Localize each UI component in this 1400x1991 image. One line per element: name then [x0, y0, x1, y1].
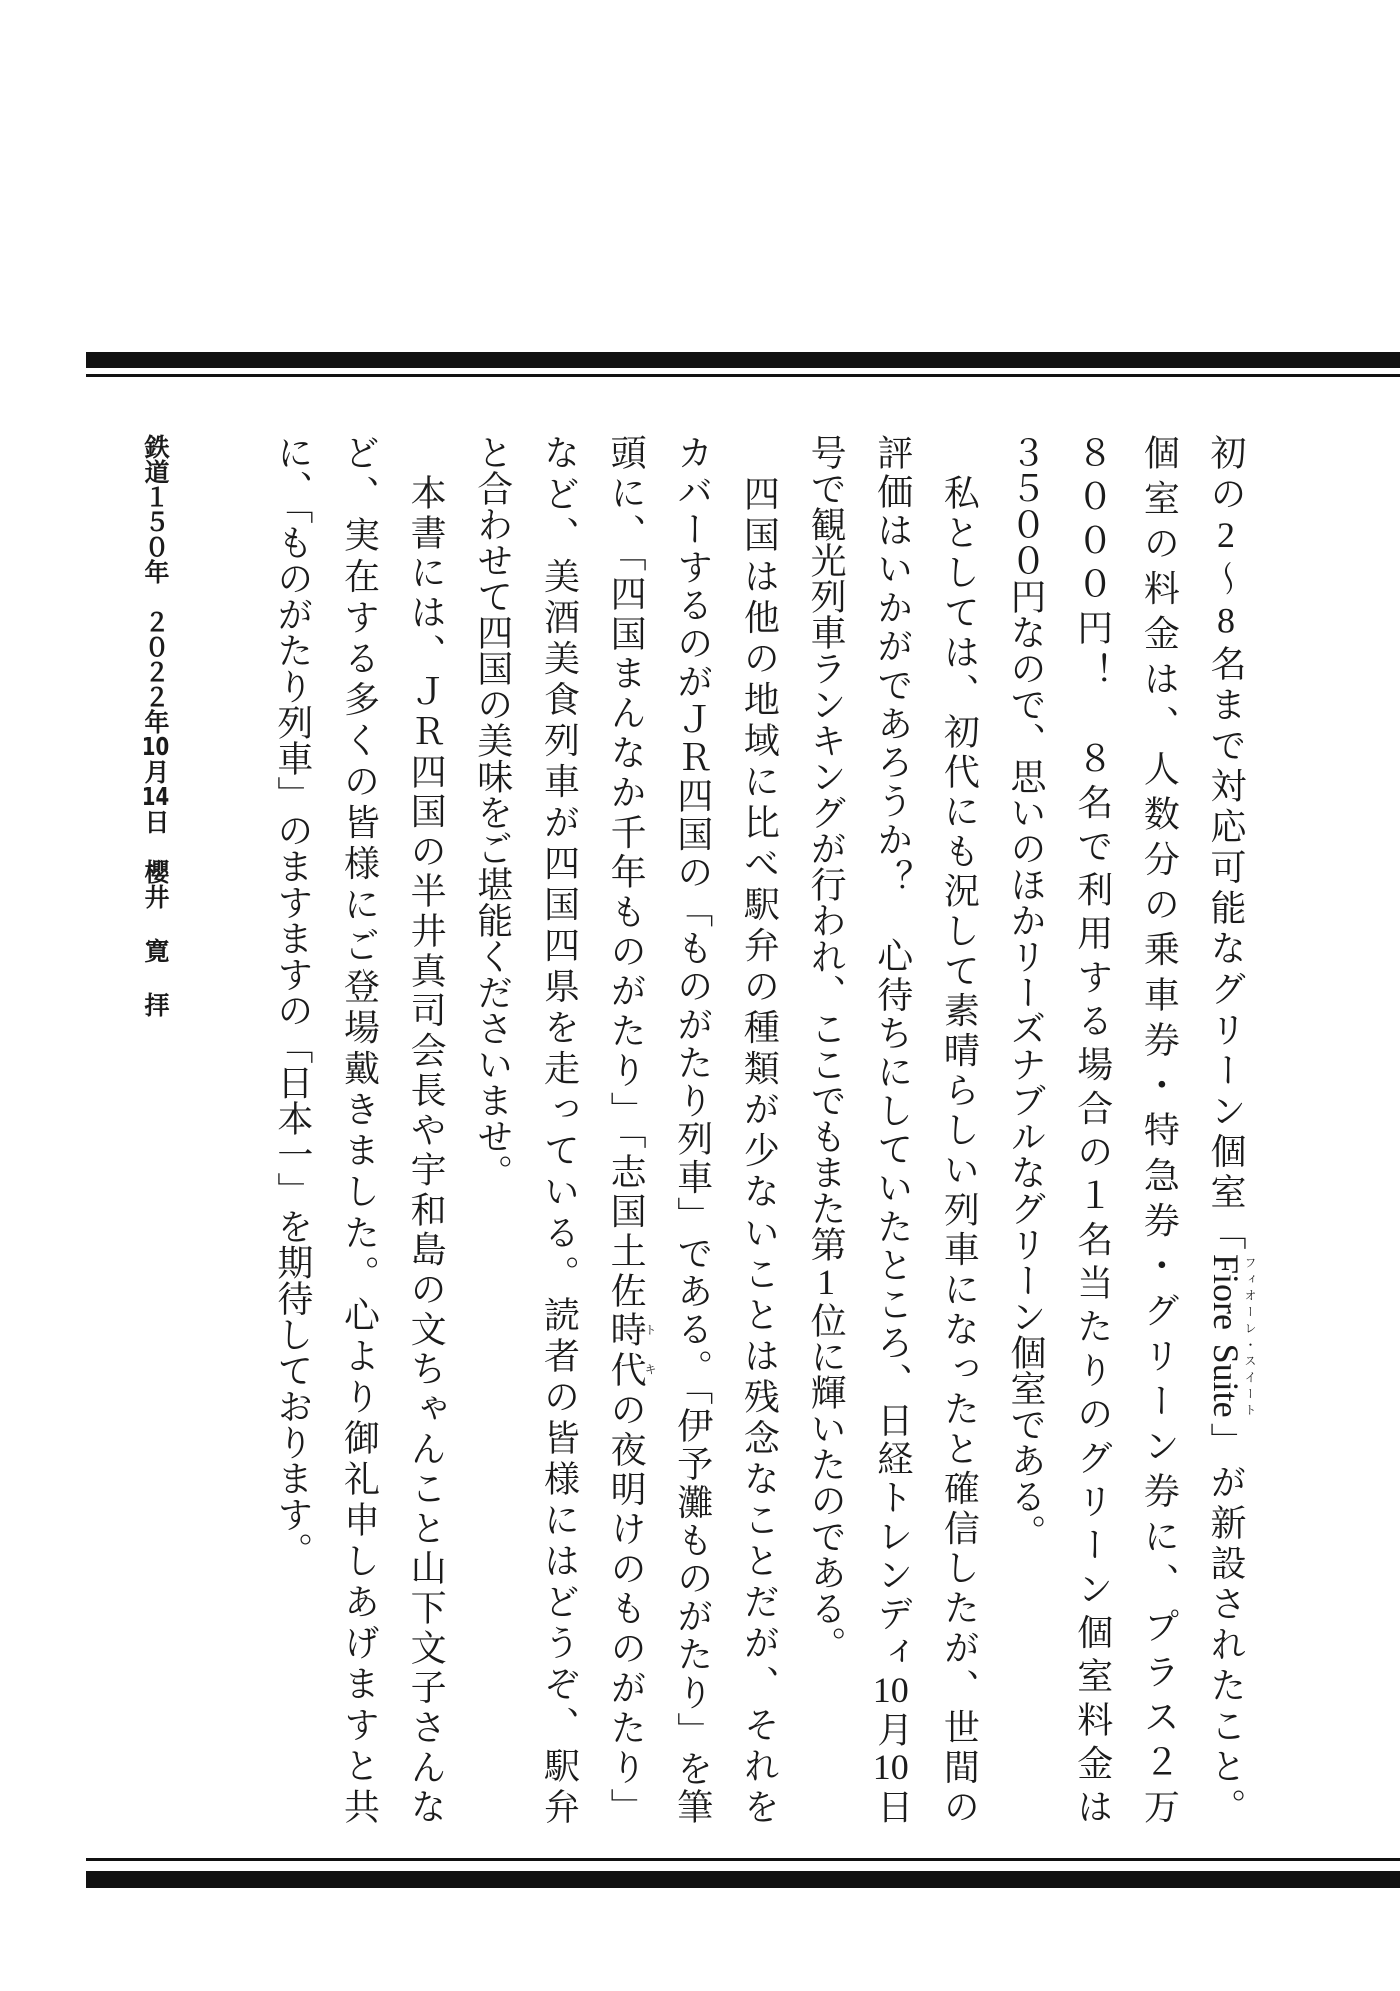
text-column — [259, 434, 326, 1824]
column-text: ３５００円なので、思いのほかリーズナブルなグリーン個室である。 — [1006, 434, 1047, 1550]
text-column — [659, 434, 726, 1824]
ruby-annotation — [606, 1311, 658, 1391]
column-text: の夜明けのものがたり」 — [606, 1390, 647, 1825]
text-column — [526, 434, 593, 1824]
column-text: と合わせて四国の美味をご堪能くださいませ。 — [472, 434, 513, 1190]
column-text: 月 — [872, 1710, 913, 1750]
ruby-text: フィオーレ・スイート — [1243, 1254, 1257, 1418]
top-rule-thin — [86, 374, 1400, 377]
text-column — [1192, 434, 1259, 1824]
column-text: 本書には、ＪＲ四国の半井真司会長や宇和島の文ちゃんこと山下文子さんな — [406, 434, 447, 1824]
column-text: 私としては、初代にも況して素晴らしい列車になったと確信したが、世間の — [939, 434, 980, 1825]
signature-text: 月 — [141, 759, 170, 784]
text-column — [726, 434, 793, 1824]
ruby-base: 時代 — [606, 1311, 647, 1391]
ruby-annotation — [1206, 1254, 1257, 1418]
text-column — [992, 434, 1059, 1824]
column-text: に、「ものがたり列車」のますますの「日本一」を期待しております。 — [272, 434, 313, 1568]
column-text: カバーするのがＪＲ四国の「ものがたり列車」である。「伊予灘ものがたり」を筆 — [672, 434, 713, 1824]
ruby-text: トキ — [643, 1311, 658, 1388]
bottom-rule-thin — [86, 1858, 1400, 1861]
column-text: など、美酒美食列車が四国四県を走っている。読者の皆様にはどうぞ、駅弁 — [539, 434, 580, 1824]
column-text: 四国は他の地域に比べ駅弁の種類が少ないことは残念なことだが、それを — [739, 434, 780, 1824]
tate-chu-yoko-number: 10 — [872, 1671, 909, 1708]
text-column — [392, 434, 459, 1824]
signature-text: 鉄道１５０年 ２０２２年 — [141, 434, 170, 734]
column-text: 評価はいかがであろうか？ 心待ちにしていたところ、日経トレンディ — [872, 434, 913, 1672]
column-text: 頭に、「四国まんなか千年ものがたり」「志国土佐 — [606, 434, 647, 1312]
text-column — [592, 434, 659, 1824]
column-text: 日 — [872, 1787, 913, 1824]
column-text: ど、実在する多くの皆様にご登場戴きました。心より御礼申しあげますと共 — [339, 434, 380, 1824]
text-column — [459, 434, 526, 1824]
text-column — [1059, 434, 1126, 1824]
text-column — [859, 434, 926, 1824]
tate-chu-yoko-number: 10 — [141, 734, 170, 759]
text-column — [326, 434, 393, 1824]
column-text: 個室の料金は、人数分の乗車券・特急券・グリーン券に、プラス２万 — [1139, 434, 1180, 1824]
afterword-body — [259, 434, 1259, 1824]
text-column — [792, 434, 859, 1824]
tate-chu-yoko-number: 14 — [141, 784, 170, 809]
signature-text: 日 櫻井 寛 拝 — [141, 809, 170, 1017]
column-text: 」が新設されたこと。 — [1206, 1417, 1246, 1825]
signature-line — [141, 434, 169, 1154]
column-text: 初の2〜8名まで対応可能なグリーン個室「 — [1206, 434, 1246, 1255]
text-column — [1126, 434, 1193, 1824]
column-text: ８０００円！ ８名で利用する場合の１名当たりのグリーン個室料金は — [1072, 434, 1113, 1825]
text-column — [926, 434, 993, 1824]
tate-chu-yoko-number: 10 — [872, 1749, 909, 1786]
column-text: 号で観光列車ランキングが行われ、ここでもまた第1位に輝いたのである。 — [806, 434, 847, 1662]
bottom-rule-thick — [86, 1871, 1400, 1888]
top-rule-thick — [86, 352, 1400, 368]
ruby-base: Fiore Suite — [1206, 1254, 1246, 1418]
